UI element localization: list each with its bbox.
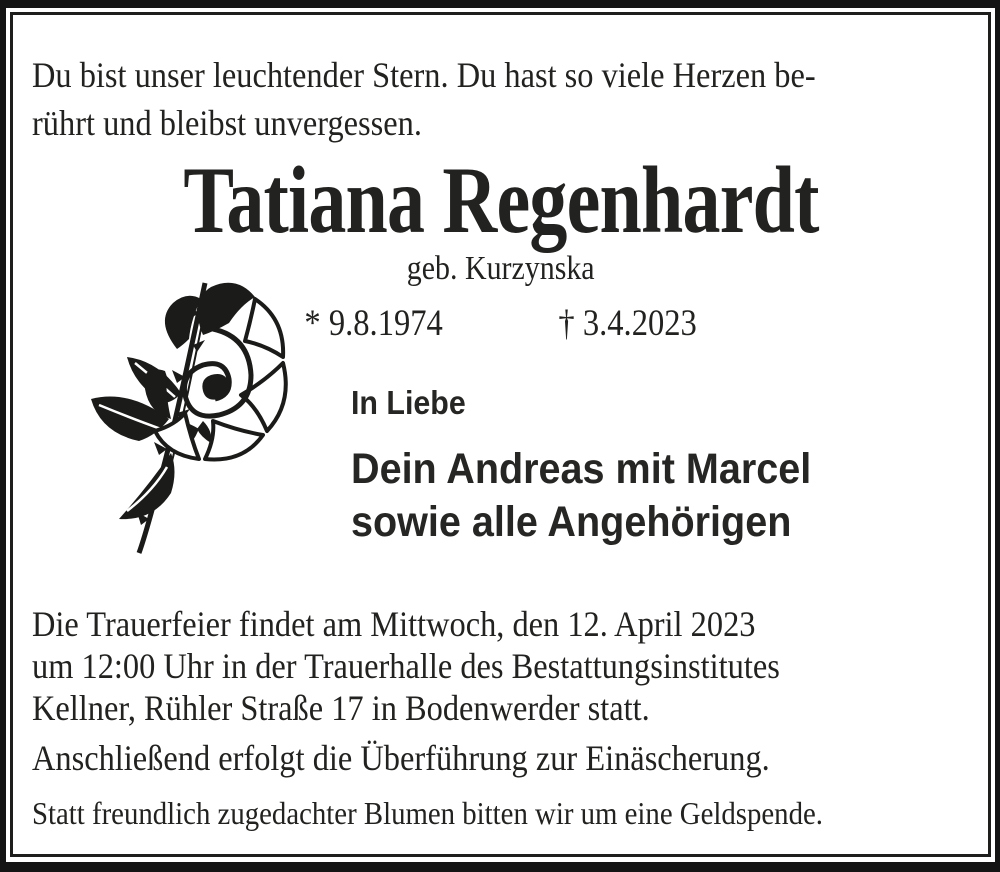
maiden-name: geb. Kurzynska (406, 250, 595, 287)
service-line: Die Trauerfeier findet am Mittwoch, den 12. April 2023 (32, 604, 756, 644)
epitaph-line: Du bist unser leuchtender Stern. Du hast so viele Herzen be- (32, 55, 816, 95)
mourners-line: sowie alle Angehörigen (351, 498, 792, 546)
service-line: Kellner, Rühler Straße 17 in Bodenwerder statt. (32, 688, 650, 728)
cremation-info: Anschließend erfolgt die Überführung zur Einäscherung. (32, 738, 770, 778)
death-date: † 3.4.2023 (557, 303, 697, 344)
rose-illustration (53, 271, 293, 555)
service-line: um 12:00 Uhr in der Trauerhalle des Bestattungsinstitutes (32, 646, 780, 686)
deceased-name: Tatiana Regenhardt (182, 147, 819, 253)
epitaph (32, 51, 816, 147)
birth-date: * 9.8.1974 (304, 303, 444, 344)
notice-frame (10, 12, 991, 857)
donation-info: Statt freundlich zugedachter Blumen bitten wir um eine Geldspende. (32, 795, 823, 831)
mourners-line: Dein Andreas mit Marcel (351, 445, 812, 493)
farewell-intro: In Liebe (351, 384, 466, 421)
epitaph-line: rührt und bleibst unvergessen. (32, 103, 422, 143)
service-info (32, 603, 780, 729)
mourners (351, 443, 811, 549)
farewell-block (351, 386, 811, 549)
notice-sheet (6, 8, 995, 862)
